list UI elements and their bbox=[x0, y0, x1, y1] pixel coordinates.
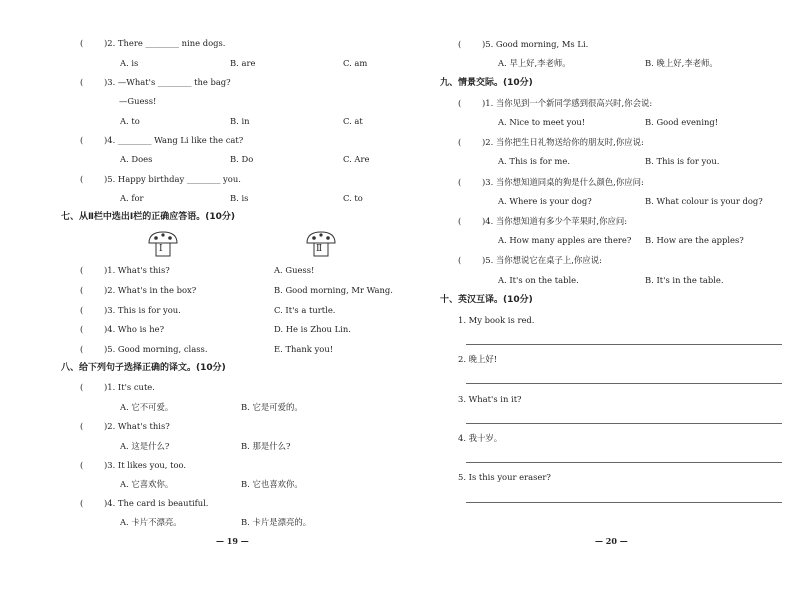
answer-bracket[interactable]: ( bbox=[80, 324, 84, 334]
question-text: )3. —What's ________ the bag? bbox=[104, 77, 231, 87]
answer-bracket[interactable]: ( bbox=[80, 344, 84, 354]
question-text: )3. 当你想知道同桌的狗是什么颜色,你应问: bbox=[482, 177, 644, 187]
option-b: B. 它是可爱的。 bbox=[241, 402, 303, 412]
answer-bracket[interactable]: ( bbox=[80, 38, 84, 48]
option-b: B. What colour is your dog? bbox=[645, 196, 763, 206]
option-a: A. 卡片不漂亮。 bbox=[120, 517, 182, 527]
column-ii-item: A. Guess! bbox=[274, 265, 315, 275]
mushroom-column-icon bbox=[304, 230, 338, 258]
column-i-item: )4. Who is he? bbox=[104, 324, 165, 334]
question-text: )4. 当你想知道有多少个苹果时,你应问: bbox=[482, 216, 628, 226]
answer-bracket[interactable]: ( bbox=[80, 265, 84, 275]
answer-bracket[interactable]: ( bbox=[458, 216, 462, 226]
question-text: )3. It likes you, too. bbox=[104, 460, 187, 470]
question-text: )4. The card is beautiful. bbox=[104, 498, 209, 508]
answer-bracket[interactable]: ( bbox=[80, 460, 84, 470]
answer-bracket[interactable]: ( bbox=[458, 255, 462, 265]
option-b: B. is bbox=[230, 193, 249, 203]
option-a: A. It's on the table. bbox=[498, 275, 579, 285]
answer-bracket[interactable]: ( bbox=[80, 135, 84, 145]
option-a: A. is bbox=[120, 58, 139, 68]
option-c: C. to bbox=[343, 193, 363, 203]
answer-line[interactable] bbox=[466, 502, 782, 503]
option-b: B. are bbox=[230, 58, 256, 68]
answer-bracket[interactable]: ( bbox=[458, 177, 462, 187]
question-text: )2. There ________ nine dogs. bbox=[104, 38, 226, 48]
option-b: B. 那是什么? bbox=[241, 441, 291, 451]
column-ii-label: Ⅱ bbox=[316, 244, 323, 254]
section-8-title: 八、给下列句子选择正确的译文。(10分) bbox=[61, 363, 226, 373]
option-c: C. am bbox=[343, 58, 368, 68]
answer-bracket[interactable]: ( bbox=[80, 305, 84, 315]
option-a: A. 早上好,李老师。 bbox=[498, 58, 571, 68]
option-a: A. 它喜欢你。 bbox=[120, 479, 174, 489]
answer-bracket[interactable]: ( bbox=[458, 39, 462, 49]
option-a: A. This is for me. bbox=[498, 156, 570, 166]
answer-bracket[interactable]: ( bbox=[80, 77, 84, 87]
column-i-label: Ⅰ bbox=[159, 244, 163, 254]
answer-line[interactable] bbox=[466, 344, 782, 345]
option-a: A. for bbox=[120, 193, 144, 203]
section-7-title: 七、从Ⅱ栏中选出Ⅰ栏的正确应答语。(10分) bbox=[61, 212, 236, 222]
option-a: A. How many apples are there? bbox=[498, 235, 632, 245]
option-c: C. at bbox=[343, 116, 363, 126]
question-text: )4. ________ Wang Li like the cat? bbox=[104, 135, 244, 145]
option-b: B. 晚上好,李老师。 bbox=[645, 58, 718, 68]
translation-prompt: 2. 晚上好! bbox=[458, 354, 498, 364]
option-a: A. 它不可爱。 bbox=[120, 402, 174, 412]
column-i-item: )1. What's this? bbox=[104, 265, 170, 275]
question-text: )5. Good morning, Ms Li. bbox=[482, 39, 589, 49]
page-number: — 19 — bbox=[216, 536, 249, 546]
section-10-title: 十、英汉互译。(10分) bbox=[440, 295, 533, 305]
section-9-title: 九、情景交际。(10分) bbox=[440, 78, 533, 88]
option-b: B. in bbox=[230, 116, 250, 126]
answer-bracket[interactable]: ( bbox=[80, 421, 84, 431]
option-a: A. 这是什么? bbox=[120, 441, 170, 451]
option-a: A. Does bbox=[120, 154, 153, 164]
translation-prompt: 1. My book is red. bbox=[458, 315, 535, 325]
option-b: B. This is for you. bbox=[645, 156, 720, 166]
option-a: A. Where is your dog? bbox=[498, 196, 592, 206]
page-number: — 20 — bbox=[595, 536, 628, 546]
option-a: A. to bbox=[120, 116, 140, 126]
answer-line[interactable] bbox=[466, 383, 782, 384]
option-b: B. 卡片是漂亮的。 bbox=[241, 517, 312, 527]
option-b: B. It's in the table. bbox=[645, 275, 724, 285]
option-b: B. 它也喜欢你。 bbox=[241, 479, 303, 489]
answer-bracket[interactable]: ( bbox=[80, 498, 84, 508]
column-i-item: )2. What's in the box? bbox=[104, 285, 197, 295]
question-text: )2. What's this? bbox=[104, 421, 170, 431]
question-subline: —Guess! bbox=[119, 96, 157, 106]
right-page bbox=[400, 0, 800, 592]
answer-bracket[interactable]: ( bbox=[458, 137, 462, 147]
option-b: B. Good evening! bbox=[645, 117, 719, 127]
mushroom-column-icon bbox=[146, 230, 180, 258]
answer-line[interactable] bbox=[466, 423, 782, 424]
column-ii-item: E. Thank you! bbox=[274, 344, 334, 354]
answer-bracket[interactable]: ( bbox=[458, 98, 462, 108]
question-text: )2. 当你把生日礼物送给你的朋友时,你应说: bbox=[482, 137, 644, 147]
answer-line[interactable] bbox=[466, 462, 782, 463]
question-text: )1. It's cute. bbox=[104, 382, 155, 392]
column-ii-item: B. Good morning, Mr Wang. bbox=[274, 285, 393, 295]
answer-bracket[interactable]: ( bbox=[80, 174, 84, 184]
translation-prompt: 3. What's in it? bbox=[458, 394, 522, 404]
question-text: )1. 当你见到一个新同学感到很高兴时,你会说: bbox=[482, 98, 653, 108]
option-c: C. Are bbox=[343, 154, 370, 164]
column-ii-item: D. He is Zhou Lin. bbox=[274, 324, 351, 334]
translation-prompt: 5. Is this your eraser? bbox=[458, 472, 551, 482]
option-a: A. Nice to meet you! bbox=[498, 117, 586, 127]
column-i-item: )5. Good morning, class. bbox=[104, 344, 208, 354]
answer-bracket[interactable]: ( bbox=[80, 285, 84, 295]
translation-prompt: 4. 我十岁。 bbox=[458, 433, 503, 443]
column-i-item: )3. This is for you. bbox=[104, 305, 181, 315]
answer-bracket[interactable]: ( bbox=[80, 382, 84, 392]
question-text: )5. 当你想说它在桌子上,你应说: bbox=[482, 255, 602, 265]
column-ii-item: C. It's a turtle. bbox=[274, 305, 336, 315]
option-b: B. Do bbox=[230, 154, 254, 164]
question-text: )5. Happy birthday ________ you. bbox=[104, 174, 241, 184]
option-b: B. How are the apples? bbox=[645, 235, 744, 245]
